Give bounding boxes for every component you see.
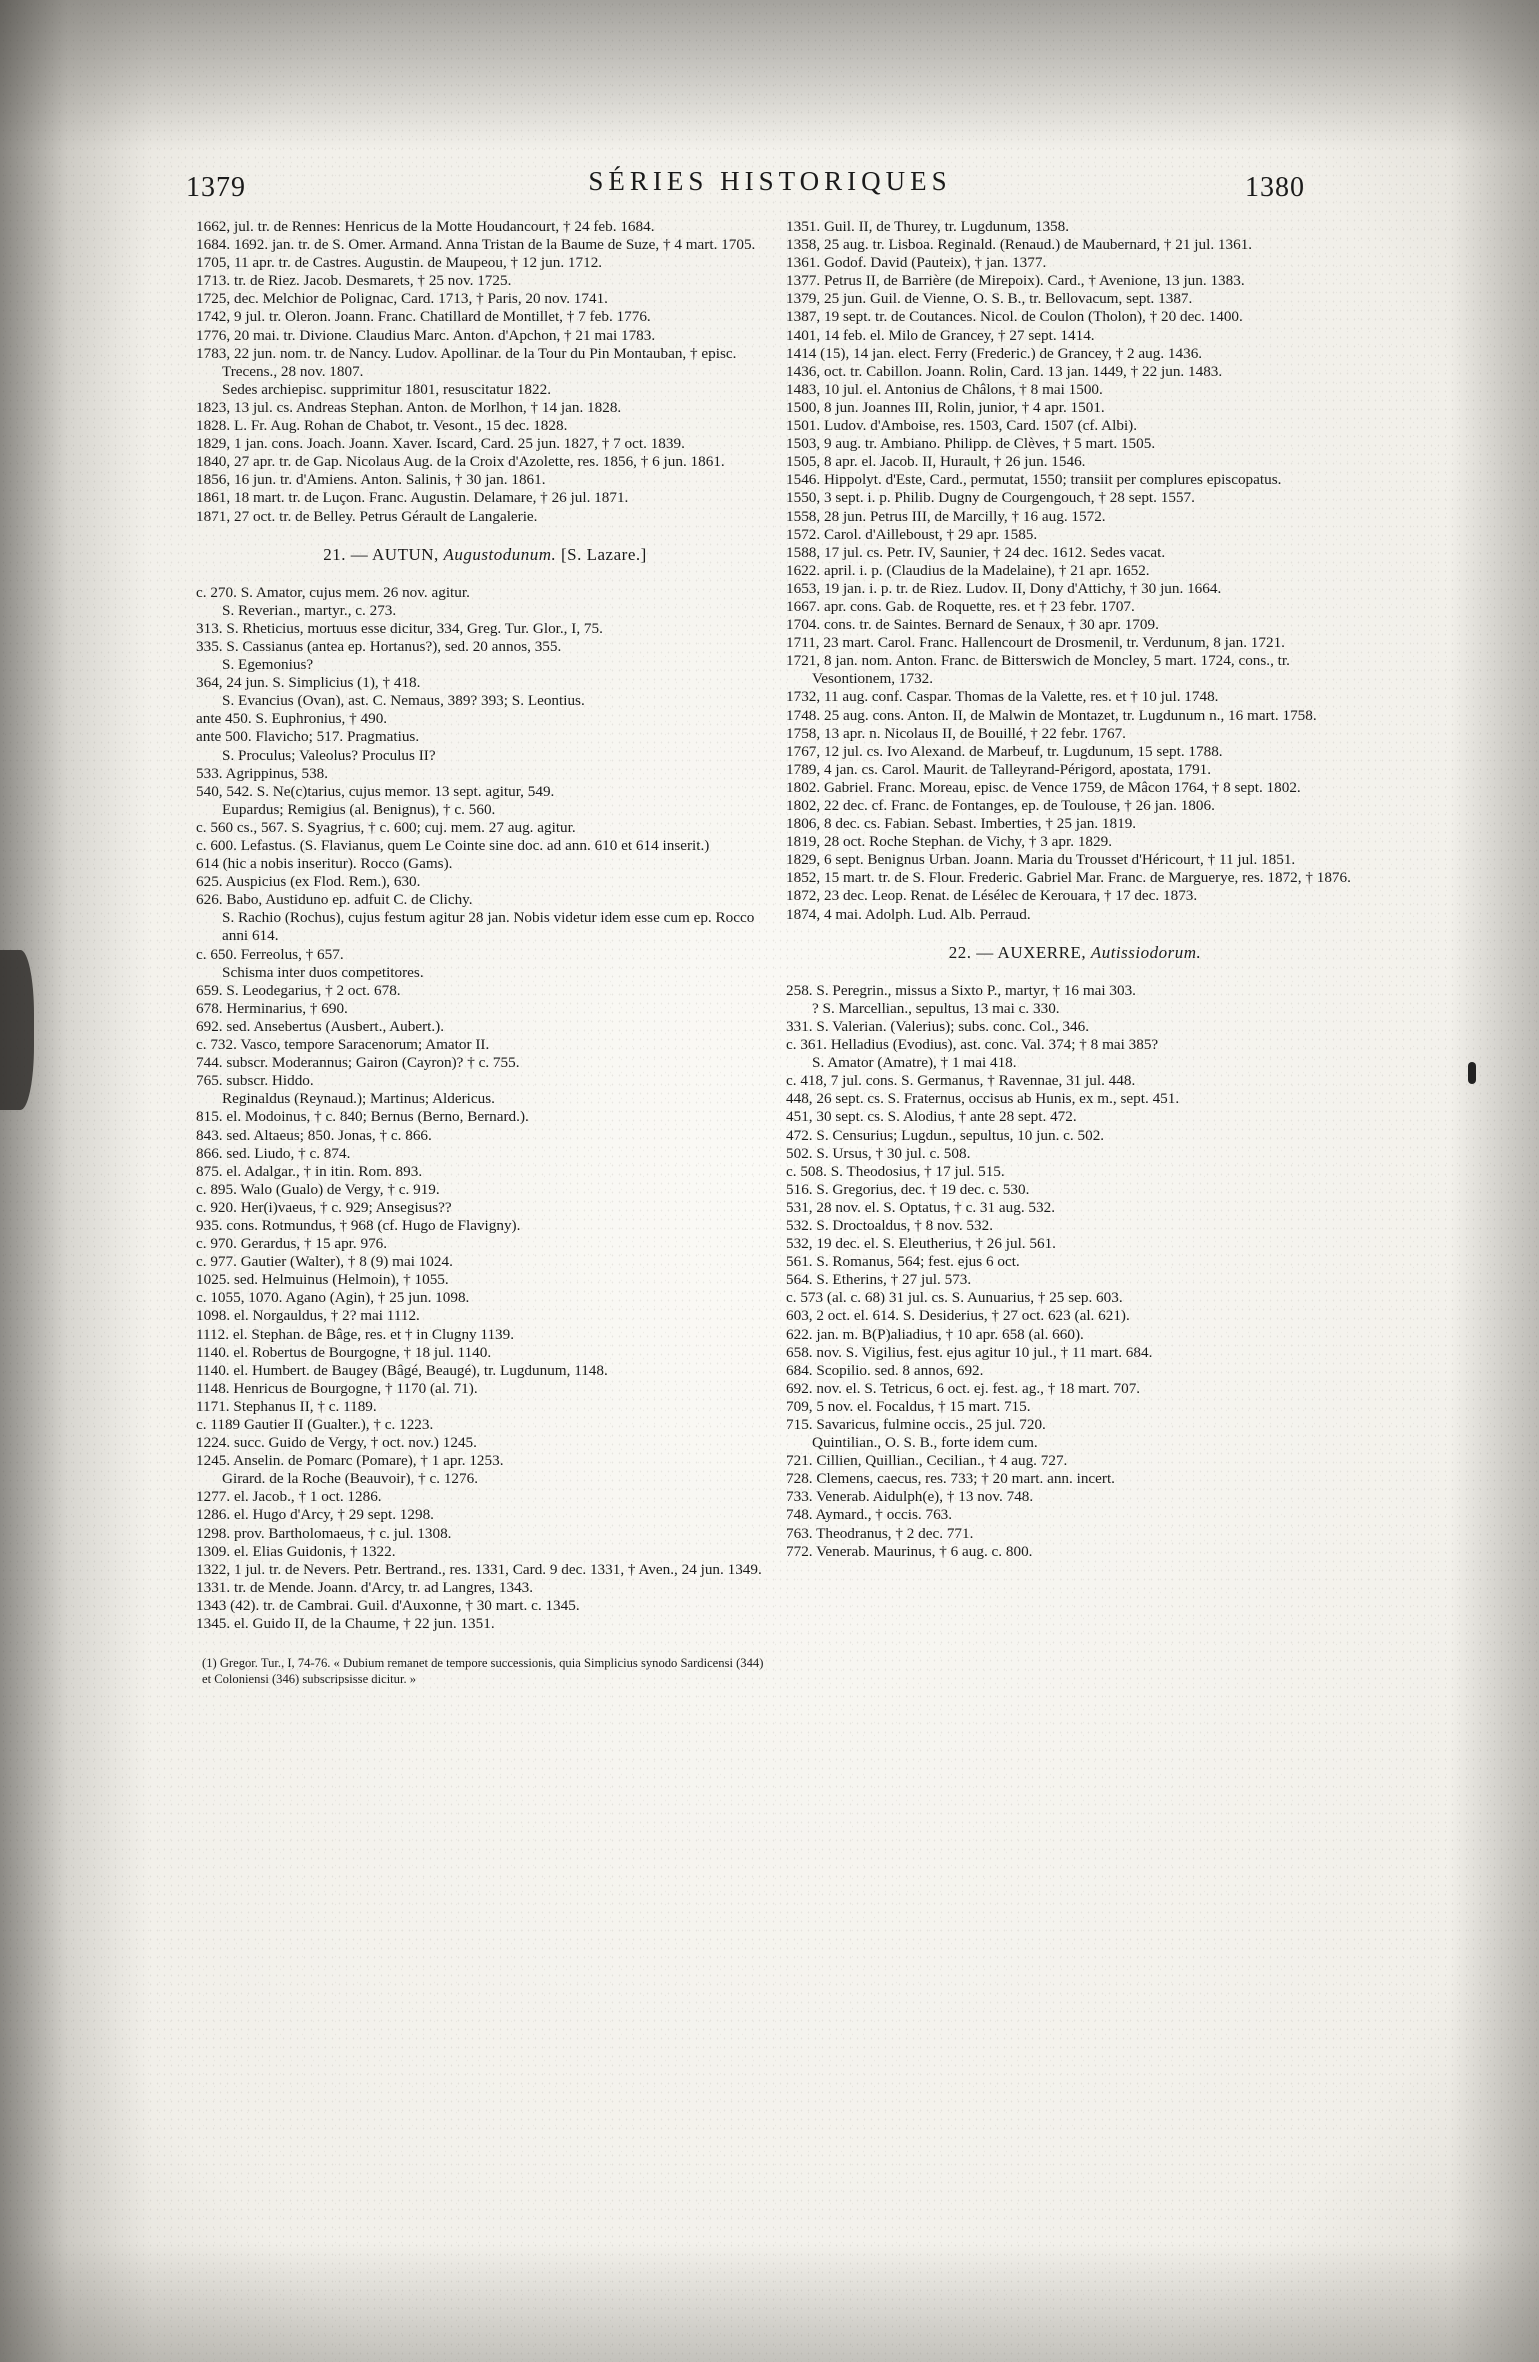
list-entry: 1767, 12 jul. cs. Ivo Alexand. de Marbeuf, tr. Lugdunum, 15 sept. 1788. [786, 742, 1223, 760]
autun-succession-list-cont [786, 218, 1364, 924]
list-entry: 258. S. Peregrin., missus a Sixto P., martyr, † 16 mai 303. [786, 981, 1136, 999]
list-entry: 540, 542. S. Ne(c)tarius, cujus memor. 13 sept. agitur, 549. [196, 782, 555, 800]
rennes-succession-list-cont [196, 399, 774, 526]
list-entry: c. 970. Gerardus, † 15 apr. 976. [196, 1235, 388, 1253]
list-entry: 843. sed. Altaeus; 850. Jonas, † c. 866. [196, 1126, 432, 1144]
list-entry: 1361. Godof. David (Pauteix), † jan. 1377. [786, 254, 1047, 272]
list-entry: S. Egemonius? [222, 656, 314, 674]
list-entry: 1622. april. i. p. (Claudius de la Madelaine), † 21 apr. 1652. [786, 561, 1150, 579]
list-entry: 1483, 10 jul. el. Antonius de Châlons, † 8 mai 1500. [786, 380, 1103, 398]
list-entry: 866. sed. Liudo, † c. 874. [196, 1144, 351, 1162]
list-entry: 1377. Petrus II, de Barrière (de Mirepoix). Card., † Avenione, 13 jun. 1383. [786, 272, 1245, 290]
autun-succession-list [196, 584, 774, 1633]
list-entry: 1852, 15 mart. tr. de S. Flour. Frederic. Gabriel Mar. Franc. de Marguerye, res. 1872, † 1876. [786, 869, 1351, 887]
list-entry: 659. S. Leodegarius, † 2 oct. 678. [196, 981, 401, 999]
list-entry: Girard. de la Roche (Beauvoir), † c. 1276. [222, 1470, 478, 1488]
list-entry: 1379, 25 jun. Guil. de Vienne, O. S. B., tr. Bellovacum, sept. 1387. [786, 290, 1193, 308]
list-entry: c. 418, 7 jul. cons. S. Germanus, † Ravennae, 31 jul. 448. [786, 1072, 1136, 1090]
list-entry: 614 (hic a nobis inseritur). Rocco (Gams). [196, 855, 453, 873]
list-entry: 564. S. Etherins, † 27 jul. 573. [786, 1271, 972, 1289]
list-entry: 1500, 8 jun. Joannes III, Rolin, junior, † 4 apr. 1501. [786, 398, 1105, 416]
list-entry: 721. Cillien, Quillian., Cecilian., † 4 aug. 727. [786, 1452, 1068, 1470]
list-entry: 1345. el. Guido II, de la Chaume, † 22 jun. 1351. [196, 1615, 495, 1633]
list-entry: c. 1055, 1070. Agano (Agin), † 25 jun. 1098. [196, 1289, 470, 1307]
list-entry: 1871, 27 oct. tr. de Belley. Petrus Gérault de Langalerie. [196, 507, 538, 525]
list-entry: 1742, 9 jul. tr. Oleron. Joann. Franc. Chatillard de Montillet, † 7 feb. 1776. [196, 308, 651, 326]
list-entry: 1872, 23 dec. Leop. Renat. de Lésélec de Kerouara, † 17 dec. 1873. [786, 887, 1198, 905]
scan-shadow-top [0, 0, 1539, 150]
list-entry: 626. Babo, Austiduno ep. adfuit C. de Clichy. [196, 891, 473, 909]
list-entry: 502. S. Ursus, † 30 jul. c. 508. [786, 1144, 971, 1162]
list-entry: c. 600. Lefastus. (S. Flavianus, quem Le Cointe sine doc. ad ann. 610 et 614 inserit.) [196, 837, 710, 854]
list-entry: 625. Auspicius (ex Flod. Rem.), 630. [196, 873, 421, 891]
section-heading-latin: Augustodunum. [443, 544, 557, 564]
list-entry: 622. jan. m. B(P)aliadius, † 10 apr. 658 (al. 660). [786, 1325, 1084, 1343]
list-entry: 1277. el. Jacob., † 1 oct. 1286. [196, 1488, 382, 1506]
list-entry: 1140. el. Humbert. de Baugey (Bâgé, Beaugé), tr. Lugdunum, 1148. [196, 1361, 608, 1379]
list-entry: 1725, dec. Melchior de Polignac, Card. 1713, † Paris, 20 nov. 1741. [196, 290, 608, 308]
ink-mark [1468, 1062, 1476, 1084]
list-entry: 692. nov. el. S. Tetricus, 6 oct. ej. fest. ag., † 18 mart. 707. [786, 1379, 1141, 1397]
list-entry: 1840, 27 apr. tr. de Gap. Nicolaus Aug. de la Croix d'Azolette, res. 1856, † 6 jun. 1861. [196, 453, 725, 471]
list-entry: 1501. Ludov. d'Amboise, res. 1503, Card. 1507 (cf. Albi). [786, 417, 1138, 435]
list-entry: 1828. L. Fr. Aug. Rohan de Chabot, tr. Vesont., 15 dec. 1828. [196, 417, 568, 435]
list-entry: 1245. Anselin. de Pomarc (Pomare), † 1 apr. 1253. [196, 1452, 504, 1470]
scan-shadow-right [1449, 0, 1539, 2362]
left-column [196, 218, 774, 1687]
list-entry: 1662, jul. tr. de Rennes: Henricus de la Motte Houdancourt, † 24 feb. 1684. [196, 218, 655, 235]
auxerre-succession-list [786, 982, 1364, 1561]
list-entry: 715. Savaricus, fulmine occis., 25 jul. 720. [786, 1416, 1046, 1433]
list-entry: 516. S. Gregorius, dec. † 19 dec. c. 530. [786, 1180, 1030, 1198]
list-entry: 1550, 3 sept. i. p. Philib. Dugny de Courgengouch, † 28 sept. 1557. [786, 489, 1195, 507]
list-entry: 603, 2 oct. el. 614. S. Desiderius, † 27 oct. 623 (al. 621). [786, 1307, 1130, 1325]
list-entry: 532, 19 dec. el. S. Eleutherius, † 26 jul. 561. [786, 1235, 1056, 1253]
list-entry: c. 560 cs., 567. S. Syagrius, † c. 600; cuj. mem. 27 aug. agitur. [196, 818, 576, 836]
list-entry: c. 650. Ferreolus, † 657. [196, 945, 344, 963]
list-entry: c. 1189 Gautier II (Gualter.), † c. 1223. [196, 1416, 434, 1433]
list-entry: 1322, 1 jul. tr. de Nevers. Petr. Bertrand., res. 1331, Card. 9 dec. 1331, † Aven., 24 jun. 1349. [196, 1560, 762, 1578]
list-entry: 1436, oct. tr. Cabillon. Joann. Rolin, Card. 13 jan. 1449, † 22 jun. 1483. [786, 362, 1223, 380]
list-entry: 765. subscr. Hiddo. [196, 1072, 314, 1090]
list-entry: 1025. sed. Helmuinus (Helmoin), † 1055. [196, 1271, 449, 1289]
list-entry: 1802, 22 dec. cf. Franc. de Fontanges, ep. de Toulouse, † 26 jan. 1806. [786, 797, 1215, 814]
list-entry: 1748. 25 aug. cons. Anton. II, de Malwin de Montazet, tr. Lugdunum n., 16 mart. 1758. [786, 706, 1317, 724]
list-entry: 1588, 17 jul. cs. Petr. IV, Saunier, † 24 dec. 1612. Sedes vacat. [786, 543, 1166, 561]
list-entry: 1387, 19 sept. tr. de Coutances. Nicol. de Coulon (Tholon), † 20 dec. 1400. [786, 308, 1243, 326]
list-entry: 1140. el. Robertus de Bourgogne, † 18 jul. 1140. [196, 1343, 492, 1361]
list-entry: S. Reverian., martyr., c. 273. [222, 601, 397, 619]
scan-shadow-left [0, 0, 150, 2362]
list-entry: ? S. Marcellian., sepultus, 13 mai c. 330. [812, 999, 1060, 1017]
list-entry: 532. S. Droctoaldus, † 8 nov. 532. [786, 1216, 993, 1234]
list-entry: 313. S. Rheticius, mortuus esse dicitur, 334, Greg. Tur. Glor., I, 75. [196, 619, 603, 637]
list-entry: 1704. cons. tr. de Saintes. Bernard de Senaux, † 30 apr. 1709. [786, 616, 1159, 634]
list-entry: 1806, 8 dec. cs. Fabian. Sebast. Imberties, † 25 jan. 1819. [786, 815, 1137, 833]
list-entry: 331. S. Valerian. (Valerius); subs. conc. Col., 346. [786, 1017, 1090, 1035]
rennes-succession-list [196, 218, 774, 381]
running-title: SÉRIES HISTORIQUES [588, 166, 952, 196]
list-entry: 1653, 19 jan. i. p. tr. de Riez. Ludov. II, Dony d'Attichy, † 30 jun. 1664. [786, 579, 1222, 597]
list-entry: 1505, 8 apr. el. Jacob. II, Hurault, † 26 jun. 1546. [786, 453, 1086, 471]
list-entry: c. 732. Vasco, tempore Saracenorum; Amator II. [196, 1036, 490, 1054]
list-entry: 1776, 20 mai. tr. Divione. Claudius Marc. Anton. d'Apchon, † 21 mai 1783. [196, 326, 656, 344]
list-entry: 1667. apr. cons. Gab. de Roquette, res. et † 23 febr. 1707. [786, 597, 1135, 615]
list-entry: 1309. el. Elias Guidonis, † 1322. [196, 1542, 396, 1560]
list-entry: 733. Venerab. Aidulph(e), † 13 nov. 748. [786, 1488, 1034, 1506]
list-entry: 692. sed. Ansebertus (Ausbert., Aubert.). [196, 1017, 445, 1035]
list-entry: 748. Aymard., † occis. 763. [786, 1506, 953, 1524]
list-entry: 678. Herminarius, † 690. [196, 999, 348, 1017]
list-entry: 1861, 18 mart. tr. de Luçon. Franc. Augustin. Delamare, † 26 jul. 1871. [196, 489, 629, 507]
list-entry: 335. S. Cassianus (antea ep. Hortanus?), sed. 20 annos, 355. [196, 637, 562, 655]
scan-shadow-bottom [0, 2242, 1539, 2362]
list-entry: 1819, 28 oct. Roche Stephan. de Vichy, † 3 apr. 1829. [786, 833, 1112, 851]
list-entry: c. 977. Gautier (Walter), † 8 (9) mai 1024. [196, 1253, 453, 1271]
list-entry: 772. Venerab. Maurinus, † 6 aug. c. 800. [786, 1542, 1033, 1560]
list-entry: S. Evancius (Ovan), ast. C. Nemaus, 389? 393; S. Leontius. [222, 692, 585, 710]
list-entry: 763. Theodranus, † 2 dec. 771. [786, 1524, 974, 1542]
list-entry: 364, 24 jun. S. Simplicius (1), † 418. [196, 674, 421, 692]
list-entry: 1112. el. Stephan. de Bâge, res. et † in Clugny 1139. [196, 1325, 515, 1343]
list-entry: 1829, 1 jan. cons. Joach. Joann. Xaver. Iscard, Card. 25 jun. 1827, † 7 oct. 1839. [196, 435, 685, 453]
list-entry: 1713. tr. de Riez. Jacob. Desmarets, † 25 nov. 1725. [196, 272, 512, 290]
list-entry: Eupardus; Remigius (al. Benignus), † c. 560. [222, 800, 496, 818]
list-entry: 1224. succ. Guido de Vergy, † oct. nov.) 1245. [196, 1434, 477, 1452]
list-entry: S. Rachio (Rochus), cujus festum agitur 28 jan. Nobis videtur idem esse cum ep. Rocco anni 614. [222, 909, 755, 945]
list-entry: 1721, 8 jan. nom. Anton. Franc. de Bitterswich de Moncley, 5 mart. 1724, cons., tr. Vesontionem, 1732. [786, 652, 1290, 688]
list-entry: ante 450. S. Euphronius, † 490. [196, 710, 388, 728]
list-entry: 935. cons. Rotmundus, † 968 (cf. Hugo de Flavigny). [196, 1216, 521, 1234]
list-entry: 1783, 22 jun. nom. tr. de Nancy. Ludov. Apollinar. de la Tour du Pin Montauban, † episc. Trecens., 28 nov. 1807. [196, 344, 737, 380]
list-entry: 728. Clemens, caecus, res. 733; † 20 mart. ann. incert. [786, 1470, 1115, 1488]
list-entry: 1823, 13 jul. cs. Andreas Stephan. Anton. de Morlhon, † 14 jan. 1828. [196, 398, 622, 416]
list-entry: 533. Agrippinus, 538. [196, 764, 329, 782]
list-entry: c. 508. S. Theodosius, † 17 jul. 515. [786, 1162, 1005, 1180]
list-entry: 1705, 11 apr. tr. de Castres. Augustin. de Maupeou, † 12 jun. 1712. [196, 254, 603, 272]
list-entry: 1558, 28 jun. Petrus III, de Marcilly, † 16 aug. 1572. [786, 507, 1106, 525]
list-entry: Schisma inter duos competitores. [222, 963, 424, 981]
list-entry: 1286. el. Hugo d'Arcy, † 29 sept. 1298. [196, 1506, 434, 1524]
list-entry: 448, 26 sept. cs. S. Fraternus, occisus ab Hunis, ex m., sept. 451. [786, 1090, 1180, 1108]
footnote: (1) Gregor. Tur., I, 74-76. « Dubium remanet de tempore successionis, quia Simplicius synodo Sardicensi (344) et Coloniensi (346) subscripsisse dicitur. » [202, 1656, 764, 1687]
list-entry: 1829, 6 sept. Benignus Urban. Joann. Maria du Trousset d'Héricourt, † 11 jul. 1851. [786, 851, 1296, 869]
ink-blot [0, 950, 34, 1110]
list-entry: 1684. 1692. jan. tr. de S. Omer. Armand. Anna Tristan de la Baume de Suze, † 4 mart. 1705. [196, 236, 756, 254]
list-entry: 1351. Guil. II, de Thurey, tr. Lugdunum, 1358. [786, 218, 1070, 235]
list-entry: 1572. Carol. d'Ailleboust, † 29 apr. 1585. [786, 525, 1038, 543]
list-entry: 744. subscr. Moderannus; Gairon (Cayron)? † c. 755. [196, 1054, 520, 1072]
list-entry: Quintilian., O. S. B., forte idem cum. [812, 1434, 1038, 1452]
list-entry: 1758, 13 apr. n. Nicolaus II, de Bouillé, † 22 febr. 1767. [786, 724, 1126, 742]
list-entry: c. 895. Walo (Gualo) de Vergy, † c. 919. [196, 1180, 440, 1198]
list-entry: 1732, 11 aug. conf. Caspar. Thomas de la Valette, res. et † 10 jul. 1748. [786, 688, 1219, 706]
list-entry: 709, 5 nov. el. Focaldus, † 15 mart. 715. [786, 1397, 1031, 1415]
list-entry: ante 500. Flavicho; 517. Pragmatius. [196, 728, 420, 746]
list-entry: 1802. Gabriel. Franc. Moreau, episc. de Vence 1759, de Mâcon 1764, † 8 sept. 1802. [786, 778, 1301, 796]
list-entry: 451, 30 sept. cs. S. Alodius, † ante 28 sept. 472. [786, 1108, 1077, 1126]
list-entry: 1711, 23 mart. Carol. Franc. Hallencourt de Drosmenil, tr. Verdunum, 8 jan. 1721. [786, 634, 1285, 652]
list-entry: S. Amator (Amatre), † 1 mai 418. [812, 1054, 1017, 1072]
section-heading-autun [196, 546, 774, 564]
list-entry: 1503, 9 aug. tr. Ambiano. Philipp. de Clèves, † 5 mart. 1505. [786, 435, 1156, 453]
list-entry: 815. el. Modoinus, † c. 840; Bernus (Berno, Bernard.). [196, 1108, 529, 1126]
list-entry: c. 920. Her(i)vaeus, † c. 929; Ansegisus?? [196, 1198, 452, 1216]
list-entry: 1331. tr. de Mende. Joann. d'Arcy, tr. ad Langres, 1343. [196, 1578, 534, 1596]
list-entry: 1171. Stephanus II, † c. 1189. [196, 1397, 377, 1415]
list-entry: 1874, 4 mai. Adolph. Lud. Alb. Perraud. [786, 905, 1031, 923]
left-page-number: 1379 [186, 172, 246, 203]
list-entry: 1414 (15), 14 jan. elect. Ferry (Frederic.) de Grancey, † 2 aug. 1436. [786, 344, 1203, 362]
list-entry: 684. Scopilio. sed. 8 annos, 692. [786, 1361, 984, 1379]
list-entry: 1856, 16 jun. tr. d'Amiens. Anton. Salinis, † 30 jan. 1861. [196, 471, 546, 489]
list-entry: 1789, 4 jan. cs. Carol. Maurit. de Talleyrand-Périgord, apostata, 1791. [786, 760, 1212, 778]
list-entry: Reginaldus (Reynaud.); Martinus; Aldericus. [222, 1090, 495, 1108]
section-heading-latin: Autissiodorum. [1090, 942, 1202, 962]
section-heading-auxerre [786, 944, 1364, 962]
list-entry: 1343 (42). tr. de Cambrai. Guil. d'Auxonne, † 30 mart. c. 1345. [196, 1596, 580, 1614]
list-entry: 1546. Hippolyt. d'Este, Card., permutat, 1550; transiit per complures episcopatus. [786, 471, 1282, 489]
list-note: Sedes archiepisc. supprimitur 1801, resuscitatur 1822. [222, 380, 551, 398]
right-column [786, 218, 1364, 1561]
list-entry: c. 361. Helladius (Evodius), ast. conc. Val. 374; † 8 mai 385? [786, 1036, 1159, 1054]
list-entry: 658. nov. S. Vigilius, fest. ejus agitur 10 jul., † 11 mart. 684. [786, 1343, 1153, 1361]
list-entry: S. Proculus; Valeolus? Proculus II? [222, 746, 436, 764]
list-entry: 1298. prov. Bartholomaeus, † c. jul. 1308. [196, 1524, 452, 1542]
list-entry: 1401, 14 feb. el. Milo de Grancey, † 27 sept. 1414. [786, 326, 1095, 344]
section-heading-prefix: 21. — AUTUN, [323, 544, 444, 564]
list-entry: 875. el. Adalgar., † in itin. Rom. 893. [196, 1162, 423, 1180]
list-entry: 561. S. Romanus, 564; fest. ejus 6 oct. [786, 1253, 1020, 1271]
section-heading-suffix: [S. Lazare.] [556, 544, 647, 564]
list-entry: c. 270. S. Amator, cujus mem. 26 nov. agitur. [196, 583, 470, 601]
section-heading-prefix: 22. — AUXERRE, [948, 942, 1091, 962]
list-entry: c. 573 (al. c. 68) 31 jul. cs. S. Aunuarius, † 25 sep. 603. [786, 1289, 1123, 1307]
list-entry: 472. S. Censurius; Lugdun., sepultus, 10 jun. c. 502. [786, 1126, 1105, 1144]
list-entry: 1358, 25 aug. tr. Lisboa. Reginald. (Renaud.) de Maubernard, † 21 jul. 1361. [786, 236, 1253, 254]
right-page-number: 1380 [1245, 172, 1305, 203]
list-entry: 1098. el. Norgauldus, † 2? mai 1112. [196, 1307, 420, 1325]
list-entry: 1148. Henricus de Bourgogne, † 1170 (al. 71). [196, 1379, 478, 1397]
list-entry: 531, 28 nov. el. S. Optatus, † c. 31 aug. 532. [786, 1198, 1055, 1216]
